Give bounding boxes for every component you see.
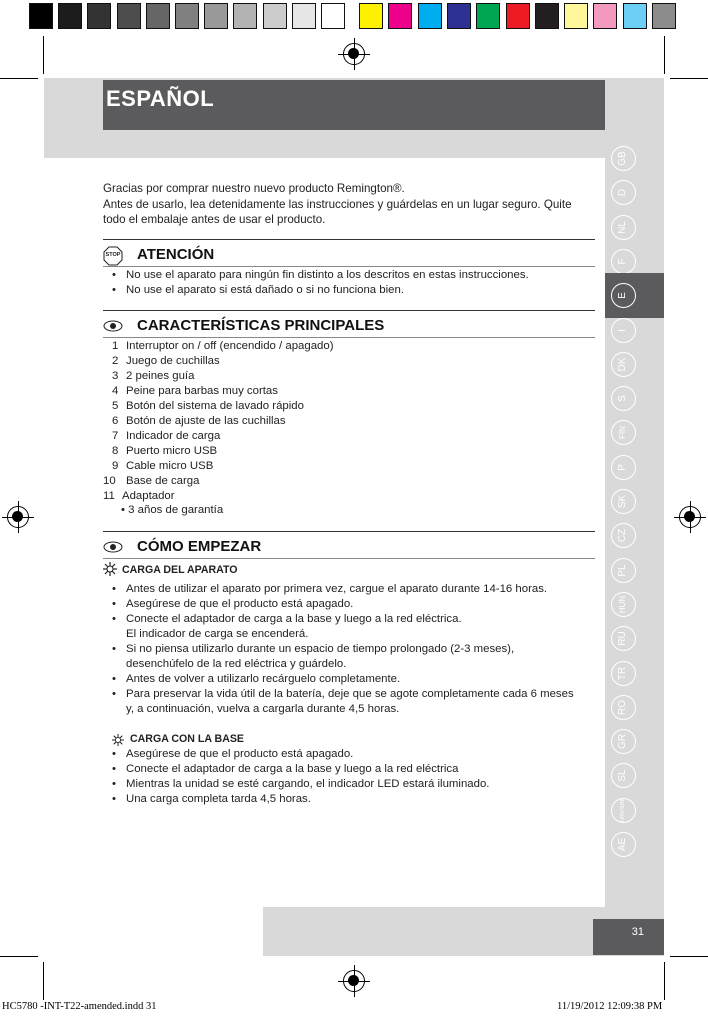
list-item-text: Conecte el adaptador de carga a la base y luego a la red eléctrica xyxy=(126,763,459,775)
color-swatch xyxy=(535,3,559,29)
registration-mark-icon xyxy=(7,506,29,528)
language-tab-sk[interactable]: SK xyxy=(611,489,636,514)
language-tab-d[interactable]: D xyxy=(611,180,636,205)
language-tab-hun[interactable]: HUN xyxy=(611,592,636,617)
feature-number: 2 xyxy=(112,355,119,367)
language-tab-s[interactable]: S xyxy=(611,386,636,411)
color-swatch xyxy=(564,3,588,29)
color-swatch xyxy=(292,3,316,29)
list-item-text: Asegúrese de que el producto está apagado. xyxy=(126,598,354,610)
language-tab-nl[interactable]: NL xyxy=(611,215,636,240)
stop-icon xyxy=(103,246,123,266)
feature-text: Interruptor on / off (encendido / apagado) xyxy=(126,340,334,352)
page-title: ESPAÑOL xyxy=(106,86,215,111)
feature-number: 8 xyxy=(112,445,119,457)
color-swatch xyxy=(29,3,53,29)
feature-number: 10 xyxy=(103,475,116,487)
feature-number: 11 xyxy=(103,490,115,502)
list-item-text: Mientras la unidad se esté cargando, el indicador LED estará iluminado. xyxy=(126,778,490,790)
bullet-dot: • xyxy=(112,793,116,805)
color-swatch xyxy=(204,3,228,29)
eye-icon xyxy=(103,540,123,558)
section-divider xyxy=(103,337,595,338)
language-tab-f[interactable]: F xyxy=(611,249,636,274)
feature-text: Cable micro USB xyxy=(126,460,214,472)
feature-text: Juego de cuchillas xyxy=(126,355,220,367)
registration-mark-icon xyxy=(343,43,365,65)
features-heading: CARACTERÍSTICAS PRINCIPALES xyxy=(137,317,385,334)
feature-text: Base de carga xyxy=(126,475,200,487)
page-number-box xyxy=(593,919,664,955)
bullet-dot: • xyxy=(112,673,116,685)
bullet-dot: • xyxy=(112,613,116,625)
bullet-dot: • xyxy=(112,778,116,790)
footer-band xyxy=(263,907,605,956)
crop-mark xyxy=(43,36,44,74)
list-item-text: Asegúrese de que el producto está apagado. xyxy=(126,748,354,760)
page-number: 31 xyxy=(631,926,644,938)
language-tab-gr[interactable]: GR xyxy=(611,729,636,754)
language-tab-ru[interactable]: RU xyxy=(611,626,636,651)
language-tab-pl[interactable]: PL xyxy=(611,558,636,583)
feature-text: 2 peines guía xyxy=(126,370,195,382)
feature-text: Adaptador xyxy=(122,490,175,502)
color-swatch xyxy=(388,3,412,29)
language-sidebar xyxy=(605,78,664,956)
feature-text: Indicador de carga xyxy=(126,430,221,442)
color-swatch xyxy=(117,3,141,29)
list-item-text: Para preservar la vida útil de la batería, deje que se agote completamente cada 6 meses y, a continuación, vuelva a cargarla durante 4,5 horas. xyxy=(126,688,574,715)
color-swatch xyxy=(233,3,257,29)
bullet-dot: • xyxy=(112,763,116,775)
language-tab-ae[interactable]: AE xyxy=(611,832,636,857)
bullet-dot: • xyxy=(112,583,116,595)
language-tab-ro[interactable]: RO xyxy=(611,695,636,720)
crop-mark xyxy=(670,956,708,957)
language-tab-gb[interactable]: GB xyxy=(611,146,636,171)
list-item-text: Si no piensa utilizarlo durante un espacio de tiempo prolongado (2-3 meses), desenchúfelo de la red eléctrica y guárdelo. xyxy=(126,643,515,670)
feature-number: 4 xyxy=(112,385,119,397)
language-tab-hrv-srb[interactable]: HRV/SRB xyxy=(611,798,636,823)
footer-file: HC5780 -INT-T22-amended.indd 31 xyxy=(2,1001,157,1012)
section-divider xyxy=(103,558,595,559)
section-divider xyxy=(103,239,595,240)
charging-heading: CARGA DEL APARATO xyxy=(122,564,238,576)
bullet-dot: • xyxy=(121,504,125,516)
bullet-dot: • xyxy=(112,748,116,760)
color-swatch xyxy=(321,3,345,29)
feature-text: Peine para barbas muy cortas xyxy=(126,385,278,397)
color-swatch xyxy=(175,3,199,29)
bullet-dot: • xyxy=(112,598,116,610)
feature-number: 9 xyxy=(112,460,119,472)
feature-text: Botón del sistema de lavado rápido xyxy=(126,400,304,412)
feature-number: 6 xyxy=(112,415,119,427)
color-swatch xyxy=(476,3,500,29)
color-swatch xyxy=(87,3,111,29)
color-swatch xyxy=(58,3,82,29)
feature-number: 5 xyxy=(112,400,119,412)
crop-mark xyxy=(664,962,665,1000)
color-swatch xyxy=(418,3,442,29)
list-item-text: No use el aparato si está dañado o si no funciona bien. xyxy=(126,284,404,296)
bullet-dot: • xyxy=(112,284,116,296)
color-swatch xyxy=(593,3,617,29)
section-divider xyxy=(103,266,595,267)
list-item-text: No use el aparato para ningún fin distinto a los descritos en estas instrucciones. xyxy=(126,269,529,281)
color-swatch xyxy=(506,3,530,29)
crop-mark xyxy=(0,78,38,79)
sun-icon xyxy=(103,562,117,581)
feature-text: Puerto micro USB xyxy=(126,445,218,457)
feature-number: 3 xyxy=(112,370,119,382)
bullet-dot: • xyxy=(112,688,116,700)
feature-number: 7 xyxy=(112,430,119,442)
title-bar xyxy=(103,80,605,130)
intro-line: Antes de usarlo, lea detenidamente las instrucciones y guárdelas en un lugar seguro. Quite todo el embalaje antes de usar el producto. xyxy=(103,197,572,226)
section-divider xyxy=(103,310,595,311)
color-swatch xyxy=(359,3,383,29)
language-tab-fin[interactable]: FIN xyxy=(611,420,636,445)
crop-mark xyxy=(43,962,44,1000)
base-charging-heading: CARGA CON LA BASE xyxy=(130,733,244,745)
color-swatch xyxy=(623,3,647,29)
language-tab-sl[interactable]: SL xyxy=(611,763,636,788)
feature-number: 1 xyxy=(112,340,119,352)
intro-line: Gracias por comprar nuestro nuevo producto Remington®. xyxy=(103,182,405,195)
bullet-dot: • xyxy=(112,643,116,655)
section-divider xyxy=(103,531,595,532)
crop-mark xyxy=(670,78,708,79)
language-tab-dk[interactable]: DK xyxy=(611,352,636,377)
color-swatch xyxy=(447,3,471,29)
feature-text: Botón de ajuste de las cuchillas xyxy=(126,415,286,427)
getting-started-heading: CÓMO EMPEZAR xyxy=(137,538,262,555)
language-tab-cz[interactable]: CZ xyxy=(611,523,636,548)
attention-heading: ATENCIÓN xyxy=(137,246,215,263)
intro-text xyxy=(103,181,593,228)
color-swatch xyxy=(652,3,676,29)
bullet-dot: • xyxy=(112,269,116,281)
list-item-text: Conecte el adaptador de carga a la base y luego a la red eléctrica. El indicador de carga se encenderá. xyxy=(126,613,462,640)
language-tab-tr[interactable]: TR xyxy=(611,661,636,686)
list-item-text: Una carga completa tarda 4,5 horas. xyxy=(126,793,311,805)
language-tab-i[interactable]: I xyxy=(611,318,636,343)
registration-mark-icon xyxy=(343,970,365,992)
warranty-text: 3 años de garantía xyxy=(128,504,224,516)
warranty-line xyxy=(121,503,223,518)
language-tab-p[interactable]: P xyxy=(611,455,636,480)
registration-mark-icon xyxy=(679,506,701,528)
footer-date: 11/19/2012 12:09:38 PM xyxy=(557,1001,663,1012)
stop-icon-label: STOP xyxy=(105,252,121,258)
eye-icon xyxy=(103,319,123,337)
color-swatch xyxy=(146,3,170,29)
list-item-text: Antes de utilizar el aparato por primera vez, cargue el aparato durante 14-16 horas. xyxy=(126,583,548,595)
list-item-text: Antes de volver a utilizarlo recárguelo completamente. xyxy=(126,673,401,685)
crop-mark xyxy=(0,956,38,957)
language-tab-e[interactable]: E xyxy=(611,283,636,308)
crop-mark xyxy=(664,36,665,74)
color-swatch xyxy=(263,3,287,29)
